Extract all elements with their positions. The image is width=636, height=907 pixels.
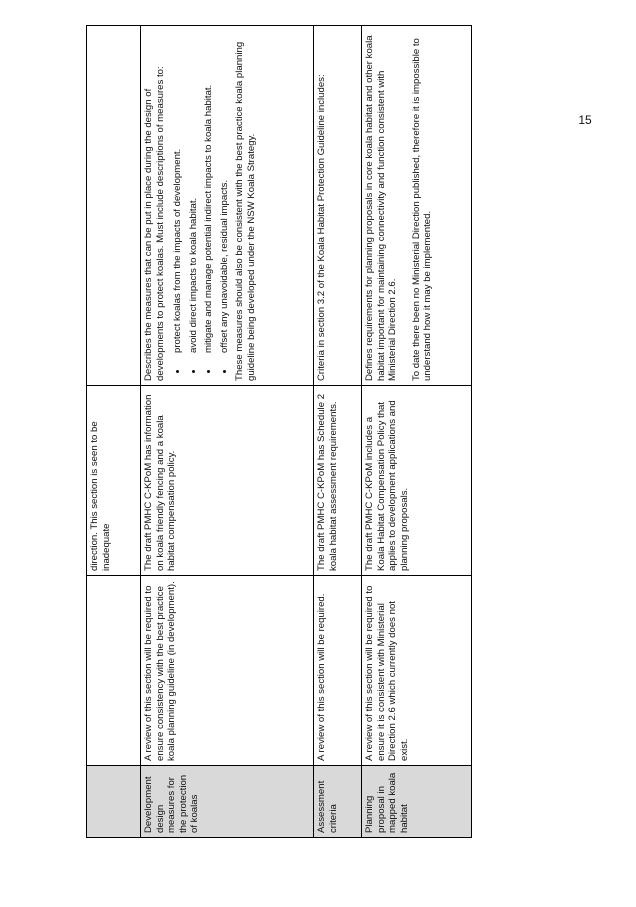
table-row [141,26,314,838]
requirement-intro: Describes the measures that can be put in place during the design of developments to protect koalas. Must include descriptions of measures to: [143,66,166,381]
requirement-cell [87,26,141,386]
draft-response-cell: The draft PMHC C-KPoM has Schedule 2 koala habitat assessment requirements. [314,386,362,576]
criteria-cell: Planning proposal in mapped koala habitat [362,766,472,838]
action-cell: A review of this section will be required. [314,576,362,766]
table-row [87,26,141,838]
criteria-cell [87,766,141,838]
action-cell: A review of this section will be required to ensure consistency with the best practice koala planning guideline (in development). [141,576,314,766]
table-row [314,26,362,838]
requirement-cell [362,26,472,386]
requirement-bullet-list [172,30,230,381]
action-cell: A review of this section will be required to ensure it is consistent with Ministerial Direction 2.6 which currently does not exist. [362,576,472,766]
requirement-paragraph-1: Defines requirements for planning proposals in core koala habitat and other koala habitat important for maintaining connectivity and function consistent with Ministerial Direction 2.6. [364,35,398,381]
list-item: • avoid direct impacts to koala habitat. [188,30,200,361]
requirement-paragraph-2: To date there been no Ministerial Direction published, therefore it is impossible to understand how it may be implemented. [410,38,433,381]
requirement-outro: These measures should also be consistent with the best practice koala planning guideline being developed under the NSW Koala Strategy. [234,41,257,381]
criteria-cell: Development design measures for the protection of koalas [141,766,314,838]
list-item: • offset any unavoidable, residual impacts. [219,30,231,361]
draft-response-cell: direction. This section is seen to be inadequate [87,386,141,576]
draft-response-cell: The draft PMHC C-KPoM has information on koala friendly fencing and a koala habitat compensation policy. [141,386,314,576]
requirement-cell [141,26,314,386]
rotated-table-wrapper [86,26,478,838]
page-number: 15 [578,113,592,127]
koala-plan-review-table [86,25,472,838]
requirement-cell: Criteria in section 3.2 of the Koala Habitat Protection Guideline includes: [314,26,362,386]
criteria-cell: Assessment criteria [314,766,362,838]
list-item: • protect koalas from the impacts of development. [172,30,184,361]
action-cell [87,576,141,766]
draft-response-cell: The draft PMHC C-KPoM includes a Koala Habitat Compensation Policy that applies to development applications and planning proposals. [362,386,472,576]
table-row [362,26,472,838]
list-item: • mitigate and manage potential indirect impacts to koala habitat. [203,30,215,361]
